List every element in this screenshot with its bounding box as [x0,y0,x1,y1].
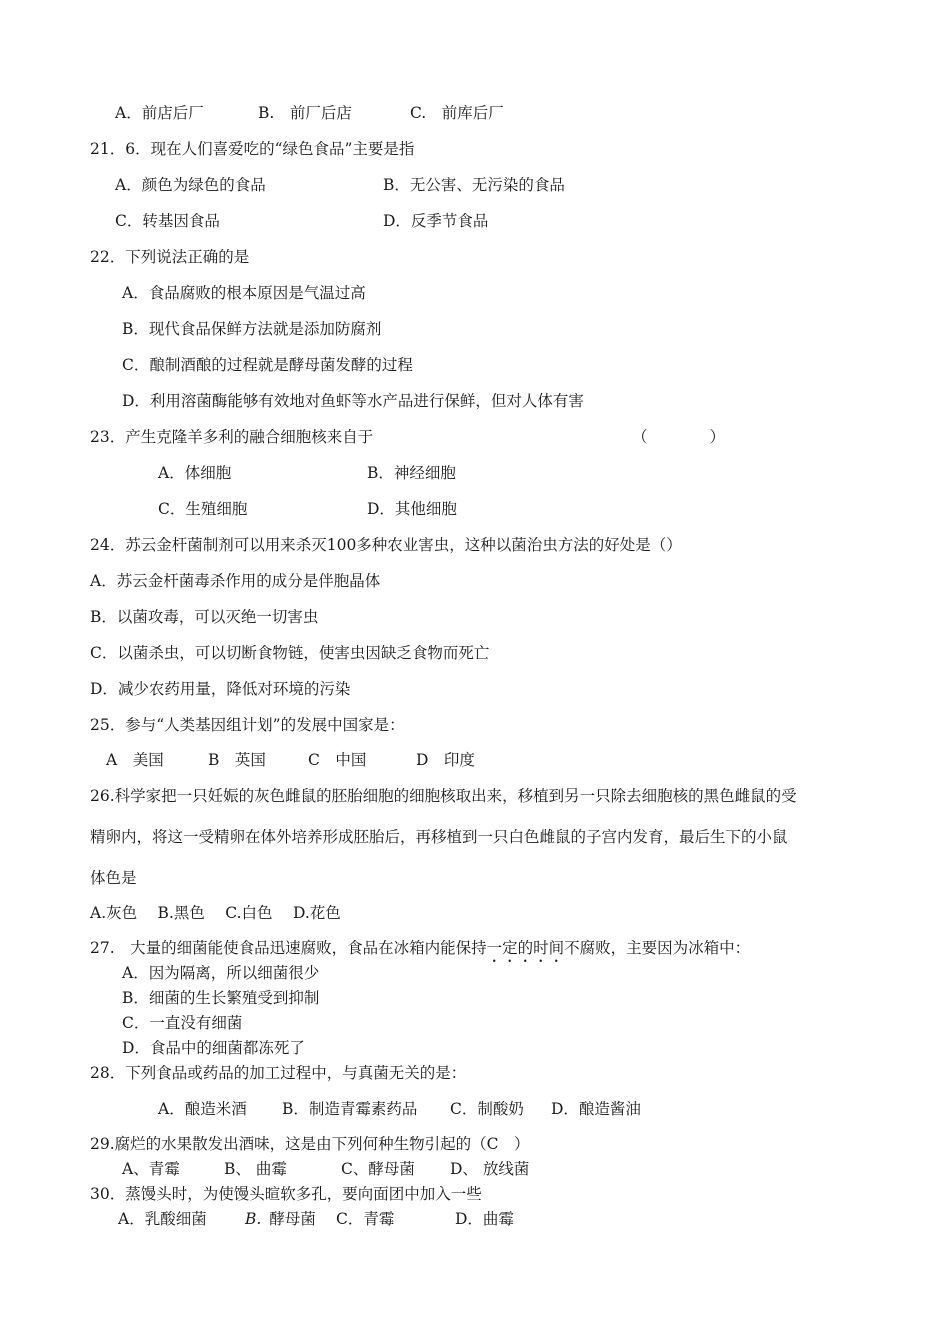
q22-option-b: B．现代食品保鲜方法就是添加防腐剂 [122,320,382,338]
q27-option-b: B．细菌的生长繁殖受到抑制 [122,989,320,1007]
q21-option-d: D．反季节食品 [383,212,489,230]
q26-options: A.灰色 B.黑色 C.白色 D.花色 [90,904,341,922]
q23-stem: 23．产生克隆羊多利的融合细胞核来自于 [90,428,374,446]
q27-option-a: A．因为隔离，所以细菌很少 [122,964,320,982]
q23-option-c: C．生殖细胞 [158,500,248,518]
q22-stem: 22．下列说法正确的是 [90,248,250,266]
q22-option-c: C．酿制酒酿的过程就是酵母菌发酵的过程 [122,356,413,374]
q30-stem: 30．蒸馒头时，为使馒头暄软多孔，要向面团中加入一些 [90,1185,482,1203]
q21-option-a: A．颜色为绿色的食品 [115,176,266,194]
q22-option-a: A．食品腐败的根本原因是气温过高 [122,284,366,302]
q25-stem: 25．参与“人类基因组计划”的发展中国家是： [90,716,405,734]
q28-option-c: C．制酸奶 [450,1100,524,1118]
q30-option-c: C．青霉 [336,1210,395,1228]
q28-option-d: D．酿造酱油 [551,1100,641,1118]
q23-option-d: D．其他细胞 [367,500,457,518]
q21-stem: 21．6．现在人们喜爱吃的“绿色食品”主要是指 [90,140,415,158]
q26-stem-line-2: 精卵内，将这一受精卵在体外培养形成胚胎后，再移植到一只白色雌鼠的子宫内发育，最后生下的小鼠 [90,828,788,846]
q25-option-b: B 英国 [208,751,266,769]
q23-option-b: B．神经细胞 [367,464,456,482]
q27-option-d: D．食品中的细菌都冻死了 [122,1039,305,1057]
q29-option-b: B、 曲霉 [224,1160,287,1178]
q28-option-a: A．酿造米酒 [158,1100,247,1118]
q30-option-b-text: 酵母菌 [269,1210,316,1228]
q27-stem-emphasis: 一定的时间 [486,939,565,957]
q30-option-b [245,1209,316,1229]
q29-option-d: D、 放线菌 [450,1160,530,1178]
q30-option-b-letter: B. [245,1210,262,1228]
q30-option-a: A．乳酸细菌 [118,1210,207,1228]
q25-option-a: A 美国 [106,751,164,769]
q29-option-c: C、酵母菌 [341,1160,415,1178]
q30-option-d: D．曲霉 [455,1210,514,1228]
q29-stem: 29.腐烂的水果散发出酒味，这是由下列何种生物引起的（C ） [90,1135,530,1153]
q24-option-b: B．以菌攻毒，可以灭绝一切害虫 [90,608,319,626]
q21-option-b: B．无公害、无污染的食品 [383,176,565,194]
q20-option-c: C. 前库后厂 [410,104,504,122]
q29-option-a: A、青霉 [122,1160,180,1178]
q27-stem [90,938,750,966]
q27-stem-before: 27. 大量的细菌能使食品迅速腐败，食品在冰箱内能保持 [90,939,487,957]
q24-option-c: C．以菌杀虫，可以切断食物链，使害虫因缺乏食物而死亡 [90,644,490,662]
q24-option-d: D．减少农药用量，降低对环境的污染 [90,680,351,698]
q24-stem: 24．苏云金杆菌制剂可以用来杀灭100多种农业害虫，这种以菌治虫方法的好处是（） [90,536,682,554]
q22-option-d: D．利用溶菌酶能够有效地对鱼虾等水产品进行保鲜，但对人体有害 [122,392,584,410]
q28-stem: 28．下列食品或药品的加工过程中，与真菌无关的是： [90,1064,467,1082]
q25-option-d: D 印度 [416,751,475,769]
q25-option-c: C 中国 [308,751,367,769]
q26-stem-line-1: 26.科学家把一只妊娠的灰色雌鼠的胚胎细胞的细胞核取出来，移植到另一只除去细胞核的黑色雌鼠的受 [90,787,797,805]
q23-option-a: A．体细胞 [158,464,232,482]
q20-option-b: B. 前厂后店 [258,104,352,122]
q28-option-b: B．制造青霉素药品 [282,1100,418,1118]
q24-option-a: A．苏云金杆菌毒杀作用的成分是伴胞晶体 [90,572,381,590]
q27-stem-after: 不腐败，主要因为冰箱中： [564,939,751,957]
q27-option-c: C．一直没有细菌 [122,1014,243,1032]
q21-option-c: C．转基因食品 [115,212,220,230]
q20-option-a: A．前店后厂 [115,104,204,122]
q23-answer-paren: （ ） [632,428,726,446]
q26-stem-line-3: 体色是 [90,869,137,887]
